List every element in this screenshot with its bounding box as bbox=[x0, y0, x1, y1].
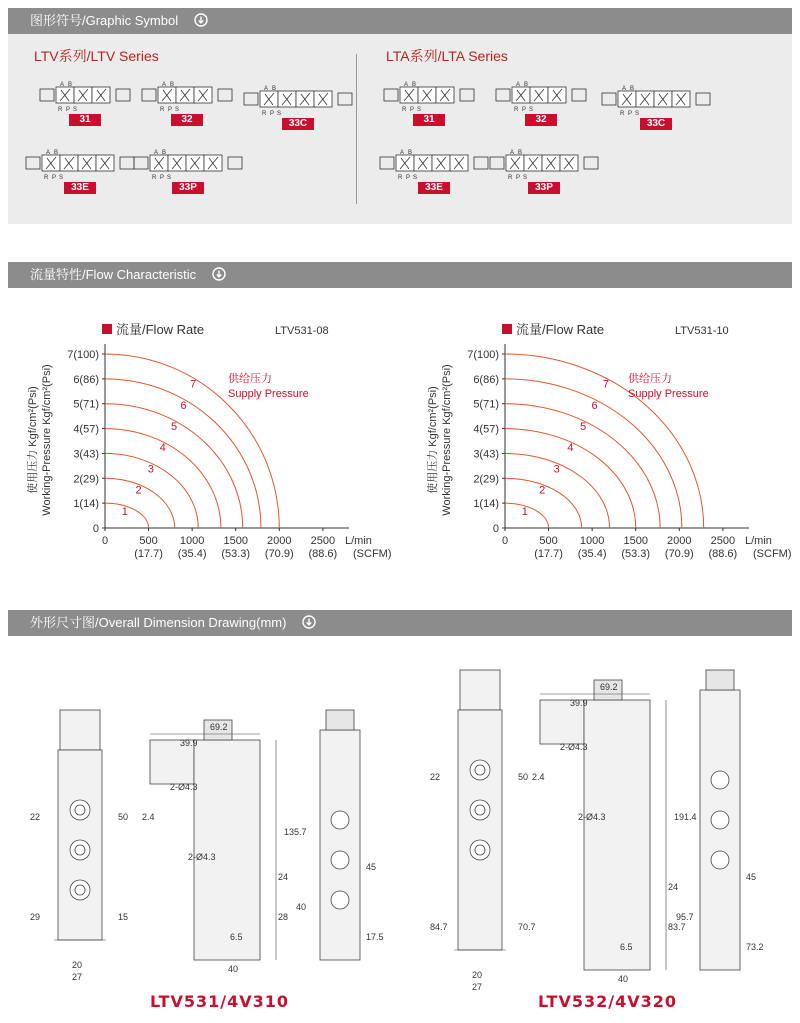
port-label-b: B bbox=[68, 82, 73, 88]
dimension-label: 191.4 bbox=[674, 812, 697, 822]
x-tick-label-scfm: (70.9) bbox=[664, 548, 694, 560]
port-label-r: R bbox=[262, 111, 267, 117]
dimension-label: 28 bbox=[278, 912, 289, 922]
x-tick-label: 1500 bbox=[623, 535, 648, 547]
dimension-label: 2.4 bbox=[532, 772, 545, 782]
dimension-label: 27 bbox=[72, 972, 83, 982]
y-axis-label-en: Working-Pressure Kgf/cm²(Psi) bbox=[441, 364, 453, 516]
y-tick-label: 6(86) bbox=[473, 373, 499, 386]
coil-nut-rear bbox=[326, 710, 354, 730]
port-label-r: R bbox=[160, 107, 165, 113]
port-circle bbox=[711, 811, 729, 829]
symbol-code-31: 31 bbox=[69, 114, 101, 126]
port-label-p: P bbox=[66, 107, 71, 113]
symbol-code-33P: 33P bbox=[172, 182, 204, 194]
valve-symbol-lta-33P bbox=[488, 148, 600, 182]
valve-body-rear bbox=[700, 690, 740, 970]
dimension-label: 39.9 bbox=[570, 698, 588, 708]
x-tick-label: 2500 bbox=[710, 535, 736, 547]
down-arrow-circle-icon bbox=[302, 615, 316, 629]
chart-legend-flow-rate: 流量/Flow Rate bbox=[516, 322, 605, 337]
y-tick-label: 5(71) bbox=[473, 398, 499, 411]
port-label-s: S bbox=[175, 107, 180, 113]
y-tick-label: 0 bbox=[92, 523, 99, 535]
port-label-b: B bbox=[518, 150, 523, 156]
port-circle bbox=[70, 880, 90, 900]
port-label-b: B bbox=[630, 86, 635, 92]
port-label-a: A bbox=[154, 150, 159, 156]
supply-pressure-en: Supply Pressure bbox=[628, 388, 709, 400]
y-axis-label-en: Working-Pressure Kgf/cm²(Psi) bbox=[41, 364, 53, 516]
dimension-label: 22 bbox=[430, 772, 441, 782]
port-label-a: A bbox=[400, 150, 405, 156]
port-label-b: B bbox=[170, 82, 175, 88]
symbol-code-33C: 33C bbox=[640, 118, 672, 130]
flow-chart-ltv531-08 bbox=[0, 310, 400, 580]
y-tick-label: 5(71) bbox=[73, 398, 99, 411]
supply-pressure-en: Supply Pressure bbox=[228, 388, 309, 400]
dimension-label: 50 bbox=[118, 812, 129, 822]
down-arrow-circle-icon bbox=[212, 267, 226, 281]
curve-label-6: 6 bbox=[180, 399, 187, 412]
curve-label-6: 6 bbox=[591, 399, 598, 412]
x-tick-label-scfm: (35.4) bbox=[177, 548, 207, 560]
curve-label-3: 3 bbox=[147, 463, 154, 476]
y-tick-label: 3(43) bbox=[73, 448, 99, 461]
y-axis-label-cn: 使用压力 Kgf/cm²(Psi) bbox=[27, 386, 39, 494]
port-label-s: S bbox=[413, 175, 418, 181]
port-circle bbox=[331, 851, 349, 869]
x-tick-label: 500 bbox=[139, 535, 158, 547]
symbol-code-33E: 33E bbox=[418, 182, 450, 194]
coil-cap bbox=[460, 670, 500, 710]
valve-symbol-ltv-32 bbox=[140, 80, 234, 114]
dimension-label: 6.5 bbox=[620, 942, 633, 952]
port-label-p: P bbox=[270, 111, 275, 117]
valve-body-rear bbox=[320, 730, 360, 960]
dimension-label: 73.2 bbox=[746, 942, 764, 952]
dimension-label: 84.7 bbox=[430, 922, 448, 932]
y-tick-label: 4(57) bbox=[73, 423, 99, 436]
x-tick-label-scfm: (70.9) bbox=[264, 548, 294, 560]
section-title-dimension: 外形尺寸图/Overall Dimension Drawing(mm) bbox=[30, 615, 287, 630]
valve-symbol-ltv-33P bbox=[132, 148, 244, 182]
port-label-s: S bbox=[277, 111, 282, 117]
port-label-a: A bbox=[622, 86, 627, 92]
port-circle bbox=[70, 840, 90, 860]
y-tick-label: 7(100) bbox=[467, 349, 499, 361]
y-tick-label: 0 bbox=[492, 523, 499, 535]
port-label-s: S bbox=[167, 175, 172, 181]
dimension-label: 6.5 bbox=[230, 932, 243, 942]
port-label-s: S bbox=[523, 175, 528, 181]
symbol-code-33C: 33C bbox=[282, 118, 314, 130]
port-circle bbox=[331, 811, 349, 829]
port-circle bbox=[331, 891, 349, 909]
port-circle bbox=[470, 840, 490, 860]
port-label-p: P bbox=[522, 107, 527, 113]
dimension-label: 27 bbox=[472, 982, 483, 992]
port-label-r: R bbox=[620, 111, 625, 117]
valve-body-side bbox=[458, 710, 502, 950]
dimension-label: 20 bbox=[72, 960, 83, 970]
dimension-label: 2-Ø4.3 bbox=[560, 742, 588, 752]
series-divider bbox=[356, 54, 357, 204]
x-tick-label: 1000 bbox=[179, 535, 205, 547]
dimension-label: 69.2 bbox=[600, 682, 618, 692]
y-tick-label: 2(29) bbox=[73, 473, 99, 486]
port-circle bbox=[470, 760, 490, 780]
x-tick-label: 2500 bbox=[310, 535, 336, 547]
dimension-label: 39.9 bbox=[180, 738, 198, 748]
port-label-b: B bbox=[162, 150, 167, 156]
y-tick-label: 1(14) bbox=[473, 498, 499, 511]
x-tick-label-scfm: (17.7) bbox=[134, 548, 163, 560]
section-header-symbols bbox=[8, 8, 792, 34]
x-tick-label: 1500 bbox=[223, 535, 248, 547]
port-label-r: R bbox=[58, 107, 63, 113]
valve-symbol-lta-33E bbox=[378, 148, 490, 182]
port-label-r: R bbox=[44, 175, 49, 181]
dimension-label: 45 bbox=[746, 872, 757, 882]
curve-label-4: 4 bbox=[567, 442, 574, 455]
port-label-p: P bbox=[52, 175, 57, 181]
curve-label-2: 2 bbox=[135, 484, 142, 497]
port-label-a: A bbox=[46, 150, 51, 156]
dimension-label: 40 bbox=[618, 974, 629, 984]
dimension-label: 45 bbox=[366, 862, 377, 872]
port-label-b: B bbox=[272, 86, 277, 92]
curve-label-1: 1 bbox=[121, 505, 128, 518]
supply-pressure-cn: 供给压力 bbox=[228, 373, 272, 385]
valve-symbol-lta-31 bbox=[382, 80, 476, 114]
port-label-p: P bbox=[628, 111, 633, 117]
dimension-label: 24 bbox=[278, 872, 289, 882]
x-tick-label: 2000 bbox=[667, 535, 692, 547]
dimension-label: 15 bbox=[118, 912, 129, 922]
port-label-p: P bbox=[160, 175, 165, 181]
port-label-b: B bbox=[54, 150, 59, 156]
x-tick-label: 0 bbox=[101, 535, 109, 547]
section-header-flow bbox=[8, 262, 792, 288]
port-label-p: P bbox=[168, 107, 173, 113]
port-circle bbox=[70, 800, 90, 820]
symbol-code-32: 32 bbox=[525, 114, 557, 126]
x-tick-label: 500 bbox=[539, 535, 558, 547]
legend-square bbox=[102, 324, 112, 334]
curve-label-5: 5 bbox=[580, 421, 587, 434]
dimension-label: 83.7 bbox=[668, 922, 686, 932]
curve-label-1: 1 bbox=[521, 505, 528, 518]
x-axis-label: L/min bbox=[345, 535, 372, 547]
valve-symbol-ltv-31 bbox=[38, 80, 132, 114]
port-label-r: R bbox=[402, 107, 407, 113]
dimension-label: 24 bbox=[668, 882, 679, 892]
dimension-label: 2.4 bbox=[142, 812, 155, 822]
x-axis-label-scfm: (SCFM) bbox=[753, 548, 792, 560]
dimension-drawing-ltv531 bbox=[0, 640, 400, 980]
dimension-label: 40 bbox=[296, 902, 307, 912]
port-label-p: P bbox=[406, 175, 411, 181]
valve-symbol-ltv-33C bbox=[242, 84, 354, 118]
dimension-drawing-ltv532 bbox=[400, 640, 800, 992]
valve-body-front bbox=[194, 740, 260, 960]
valve-symbol-lta-33C bbox=[600, 84, 712, 118]
port-label-s: S bbox=[635, 111, 640, 117]
port-label-s: S bbox=[59, 175, 64, 181]
y-tick-label: 2(29) bbox=[473, 473, 499, 486]
dimension-label: 29 bbox=[30, 912, 41, 922]
dimension-label: 50 bbox=[518, 772, 529, 782]
port-label-r: R bbox=[514, 107, 519, 113]
y-tick-label: 6(86) bbox=[73, 373, 99, 386]
x-tick-label-scfm: (88.6) bbox=[308, 548, 338, 560]
port-label-p: P bbox=[516, 175, 521, 181]
x-axis-label-scfm: (SCFM) bbox=[353, 548, 392, 560]
chart-model-label: LTV531-10 bbox=[675, 325, 729, 337]
valve-symbol-ltv-33E bbox=[24, 148, 136, 182]
section-title-flow: 流量特性/Flow Characteristic bbox=[30, 267, 197, 282]
curve-label-7: 7 bbox=[190, 378, 197, 391]
symbol-code-33P: 33P bbox=[528, 182, 560, 194]
down-arrow-circle-icon bbox=[194, 13, 208, 27]
curve-label-7: 7 bbox=[602, 378, 609, 391]
port-label-a: A bbox=[60, 82, 65, 88]
symbol-code-32: 32 bbox=[171, 114, 203, 126]
x-tick-label: 1000 bbox=[579, 535, 605, 547]
dimension-label: 135.7 bbox=[284, 827, 307, 837]
port-label-a: A bbox=[264, 86, 269, 92]
legend-square bbox=[502, 324, 512, 334]
curve-label-5: 5 bbox=[170, 421, 178, 434]
ltv-series-title: LTV系列/LTV Series bbox=[34, 48, 159, 64]
port-label-r: R bbox=[398, 175, 403, 181]
valve-symbol-lta-32 bbox=[494, 80, 588, 114]
flow-chart-ltv531-10 bbox=[400, 310, 800, 580]
x-axis-label: L/min bbox=[745, 535, 772, 547]
y-tick-label: 1(14) bbox=[73, 498, 99, 511]
symbol-code-31: 31 bbox=[413, 114, 445, 126]
x-tick-label-scfm: (53.3) bbox=[221, 548, 251, 560]
port-label-s: S bbox=[417, 107, 422, 113]
x-tick-label-scfm: (17.7) bbox=[534, 548, 563, 560]
x-tick-label-scfm: (35.4) bbox=[577, 548, 607, 560]
port-label-b: B bbox=[524, 82, 529, 88]
port-label-b: B bbox=[412, 82, 417, 88]
curve-label-2: 2 bbox=[539, 484, 546, 497]
dimension-label: 20 bbox=[472, 970, 483, 980]
curve-label-4: 4 bbox=[159, 442, 166, 455]
curve-label-3: 3 bbox=[553, 463, 560, 476]
port-label-a: A bbox=[162, 82, 167, 88]
port-label-a: A bbox=[404, 82, 409, 88]
valve-body-front bbox=[584, 700, 650, 970]
dimension-label: 95.7 bbox=[676, 912, 694, 922]
y-tick-label: 3(43) bbox=[473, 448, 499, 461]
chart-model-label: LTV531-08 bbox=[275, 325, 329, 337]
symbol-code-33E: 33E bbox=[64, 182, 96, 194]
lta-series-title: LTA系列/LTA Series bbox=[386, 48, 508, 64]
y-tick-label: 7(100) bbox=[67, 349, 99, 361]
port-label-r: R bbox=[508, 175, 513, 181]
port-label-r: R bbox=[152, 175, 157, 181]
section-title-symbols: 图形符号/Graphic Symbol bbox=[30, 13, 179, 28]
port-circle bbox=[711, 851, 729, 869]
drawing-title-ltv531: LTV531/4V310 bbox=[150, 992, 289, 1011]
dimension-label: 2-Ø4.3 bbox=[578, 812, 606, 822]
coil-nut-rear bbox=[706, 670, 734, 690]
port-label-b: B bbox=[408, 150, 413, 156]
port-circle bbox=[470, 800, 490, 820]
port-label-s: S bbox=[529, 107, 534, 113]
dimension-label: 22 bbox=[30, 812, 41, 822]
dimension-label: 2-Ø4.3 bbox=[170, 782, 198, 792]
port-label-p: P bbox=[410, 107, 415, 113]
supply-pressure-cn: 供给压力 bbox=[628, 373, 672, 385]
y-tick-label: 4(57) bbox=[473, 423, 499, 436]
dimension-label: 2-Ø4.3 bbox=[188, 852, 216, 862]
drawing-title-ltv532: LTV532/4V320 bbox=[538, 992, 677, 1011]
x-tick-label-scfm: (53.3) bbox=[621, 548, 651, 560]
y-axis-label-cn: 使用压力 Kgf/cm²(Psi) bbox=[427, 386, 439, 494]
dimension-label: 70.7 bbox=[518, 922, 536, 932]
x-tick-label: 2000 bbox=[267, 535, 292, 547]
dimension-label: 17.5 bbox=[366, 932, 384, 942]
port-label-a: A bbox=[510, 150, 515, 156]
dimension-label: 40 bbox=[228, 964, 239, 974]
port-label-s: S bbox=[73, 107, 78, 113]
port-circle bbox=[711, 771, 729, 789]
x-tick-label-scfm: (88.6) bbox=[708, 548, 738, 560]
coil-cap bbox=[60, 710, 100, 750]
chart-legend-flow-rate: 流量/Flow Rate bbox=[116, 322, 205, 337]
dimension-label: 69.2 bbox=[210, 722, 228, 732]
port-label-a: A bbox=[516, 82, 521, 88]
section-header-dimension bbox=[8, 610, 792, 636]
x-tick-label: 0 bbox=[501, 535, 509, 547]
